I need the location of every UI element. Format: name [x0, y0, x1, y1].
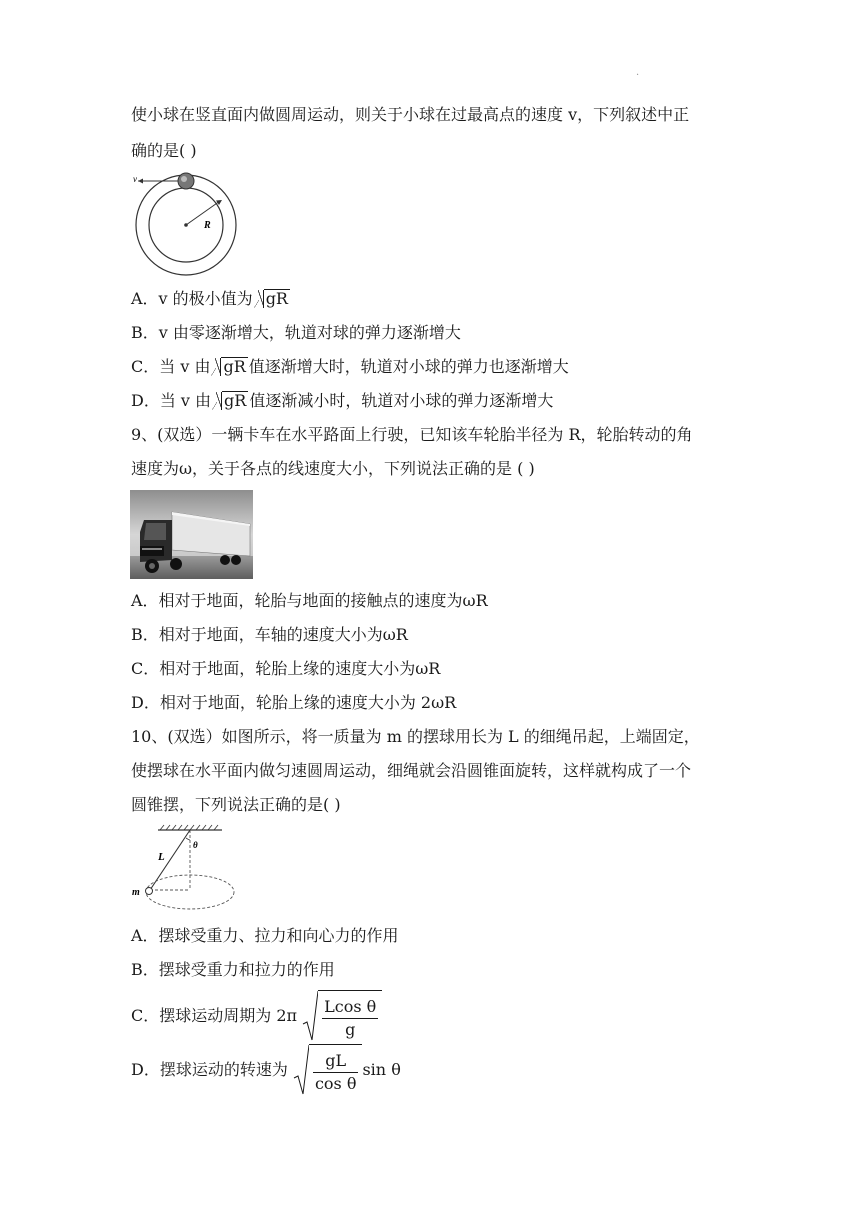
q10-stem-line1: 10、(双选）如图所示，将一质量为 m 的摆球用长为 L 的细绳吊起，上端固定， [131, 727, 700, 746]
q8-stem-line1: 使小球在竖直面内做圆周运动，则关于小球在过最高点的速度 v，下列叙述中正 [131, 105, 690, 124]
q10-option-b[interactable]: B．摆球受重力和拉力的作用 [131, 960, 335, 979]
q10-stem-line2: 使摆球在水平面内做匀速圆周运动，细绳就会沿圆锥面旋转，这样就构成了一个 [131, 761, 692, 780]
sqrt-symbol [302, 990, 318, 1042]
q9-truck-photo [130, 490, 253, 579]
sqrt-symbol: gR [212, 390, 248, 412]
sqrt-symbol: gR [211, 356, 247, 378]
q8-circular-track-figure [128, 168, 252, 278]
q10-fig-label-theta: θ [193, 840, 198, 850]
q8-option-b[interactable]: B．v 由零逐渐增大，轨道对球的弹力逐渐增大 [131, 323, 461, 342]
q9-option-b[interactable]: B．相对于地面，车轴的速度大小为ωR [131, 625, 408, 644]
q8-option-a[interactable]: A．v 的极小值为 gR [131, 289, 288, 308]
q8-fig-label-r: R [204, 220, 211, 231]
q9-option-c[interactable]: C．相对于地面，轮胎上缘的速度大小为ωR [131, 659, 441, 678]
q10-option-d[interactable]: D．摆球运动的转速为 $\frac{gL}{\text{cos θ}}$ sin θ [131, 1044, 401, 1094]
sqrt-fraction: $\frac{gL}{\text{cos θ}}$ [293, 1044, 363, 1097]
q8-stem-line2: 确的是( ) [131, 141, 197, 160]
q9-stem-line2: 速度为ω，关于各点的线速度大小，下列说法正确的是 ( ) [131, 459, 535, 478]
q10-stem-line3: 圆锥摆，下列说法正确的是( ) [131, 795, 341, 814]
q8-option-d[interactable]: D．当 v 由 gR 值逐渐减小时，轨道对小球的弹力逐渐增大 [131, 391, 554, 410]
q10-fig-label-m: m [132, 887, 140, 898]
q9-option-a[interactable]: A．相对于地面，轮胎与地面的接触点的速度为ωR [131, 591, 488, 610]
q9-stem-line1: 9、(双选）一辆卡车在水平路面上行驶，已知该车轮胎半径为 R，轮胎转动的角 [131, 425, 693, 444]
page-dot: · [636, 70, 640, 81]
q10-conical-pendulum-figure [128, 824, 252, 916]
q10-option-a[interactable]: A．摆球受重力、拉力和向心力的作用 [131, 926, 399, 945]
sqrt-symbol [293, 1044, 309, 1096]
q8-option-c[interactable]: C．当 v 由 gR 值逐渐增大时，轨道对小球的弹力也逐渐增大 [131, 357, 569, 376]
sqrt-fraction: $\frac{\text{Lcos θ}}{g}$ [302, 990, 382, 1043]
q10-option-c[interactable]: C．摆球运动周期为 2π $\frac{\text{Lcos θ}}{g}$ [131, 990, 382, 1040]
q9-option-d[interactable]: D．相对于地面，轮胎上缘的速度大小为 2ωR [131, 693, 457, 712]
sqrt-symbol: gR [254, 288, 290, 310]
q8-fig-label-v: v [133, 174, 137, 184]
q10-fig-label-l: L [158, 851, 165, 863]
